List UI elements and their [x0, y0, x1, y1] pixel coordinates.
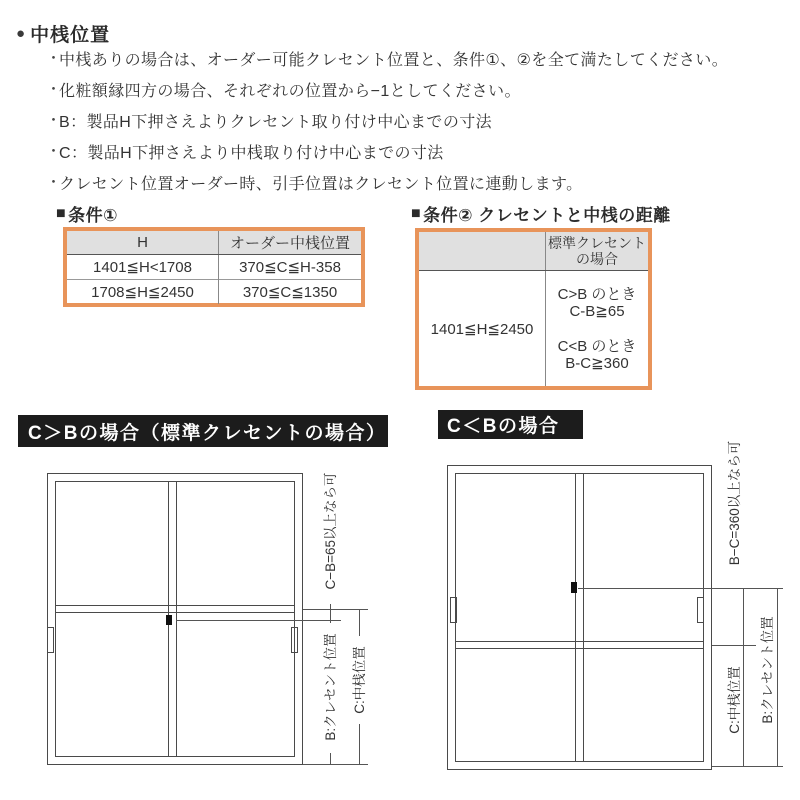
- col-header: 標準クレセント の場合: [546, 232, 649, 271]
- condition2-title-text: 条件② クレセントと中桟の距離: [423, 206, 671, 225]
- table-cell: 1708≦H≦2450: [67, 280, 219, 305]
- note-text: クレセント位置オーダー時、引手位置はクレセント位置に連動します。: [59, 176, 583, 193]
- condition1-title: [56, 201, 118, 226]
- square-bullet-icon: ■: [56, 204, 67, 222]
- dim-label-b: B:クレセント位置: [323, 633, 338, 741]
- window-inner-frame: [56, 482, 295, 757]
- table-header-row: [67, 231, 361, 255]
- square-bullet-icon: ■: [411, 204, 422, 222]
- dim-label-c: C:中桟位置: [352, 646, 367, 714]
- crescent-lock-mark: [571, 582, 577, 593]
- note-item: [46, 78, 791, 109]
- spacer: [546, 320, 648, 338]
- condition1-title-text: 条件①: [68, 206, 119, 225]
- condition2-title: [411, 201, 671, 226]
- page-title-text: 中桟位置: [30, 25, 111, 46]
- table-cell: [546, 271, 649, 387]
- dim-label-b: B:クレセント位置: [760, 616, 775, 724]
- table-header-row: [419, 232, 648, 271]
- note-item: [46, 171, 791, 202]
- table-row: [419, 271, 648, 387]
- note-text: B：製品H下押さえよりクレセント取り付け中心までの寸法: [59, 114, 493, 131]
- dot-bullet-icon: ・: [46, 112, 62, 129]
- dot-bullet-icon: ・: [46, 143, 62, 160]
- table-cell: 370≦C≦H-358: [219, 255, 362, 280]
- table-cell: 1401≦H≦2450: [419, 271, 546, 387]
- case-line: B-C≧360: [565, 354, 629, 372]
- table-cell: 370≦C≦1350: [219, 280, 362, 305]
- dot-bullet-icon: ・: [46, 174, 62, 191]
- col-header: [419, 232, 546, 271]
- window-outer-frame: [48, 474, 303, 765]
- case-line: C>B のとき: [557, 285, 637, 303]
- dim-label-gap: C−B=65以上なら可: [323, 472, 338, 590]
- table-row: [67, 255, 361, 280]
- note-text: C：製品H下押さえより中桟取り付け中心までの寸法: [59, 145, 444, 162]
- note-text: 中桟ありの場合は、オーダー可能クレセント位置と、条件①、②を全て満たしてください。: [59, 52, 729, 69]
- dim-label-gap: B−C=360以上なら可: [727, 440, 742, 566]
- note-item: [46, 109, 791, 140]
- diagrams-canvas: [0, 400, 800, 800]
- table-cell: 1401≦H<1708: [67, 255, 219, 280]
- note-item: [46, 140, 791, 171]
- notes-list: [46, 47, 791, 202]
- note-text: 化粧額縁四方の場合、それぞれの位置から−1としてください。: [59, 83, 521, 100]
- condition1-table: [63, 227, 365, 307]
- case-line: C<B のとき: [557, 337, 637, 355]
- note-item: [46, 47, 791, 78]
- diagram-left-title: C＞Bの場合（標準クレセントの場合）: [18, 415, 388, 447]
- window-inner-frame: [456, 474, 704, 762]
- dim-label-c: C:中桟位置: [727, 666, 742, 734]
- crescent-lock-mark: [166, 615, 172, 625]
- condition2-table: [415, 228, 652, 390]
- circle-bullet-icon: ●: [16, 25, 26, 42]
- pull-handle: [48, 628, 54, 653]
- pull-handle: [698, 598, 704, 623]
- case-line: C-B≧65: [569, 302, 625, 320]
- col-header: H: [67, 231, 219, 255]
- dot-bullet-icon: ・: [46, 81, 62, 98]
- col-header: オーダー中桟位置: [219, 231, 362, 255]
- diagram-right-title: C＜Bの場合: [438, 410, 583, 439]
- page-title: [16, 20, 110, 47]
- dot-bullet-icon: ・: [46, 50, 62, 67]
- window-outer-frame: [448, 466, 712, 770]
- table-row: [67, 280, 361, 305]
